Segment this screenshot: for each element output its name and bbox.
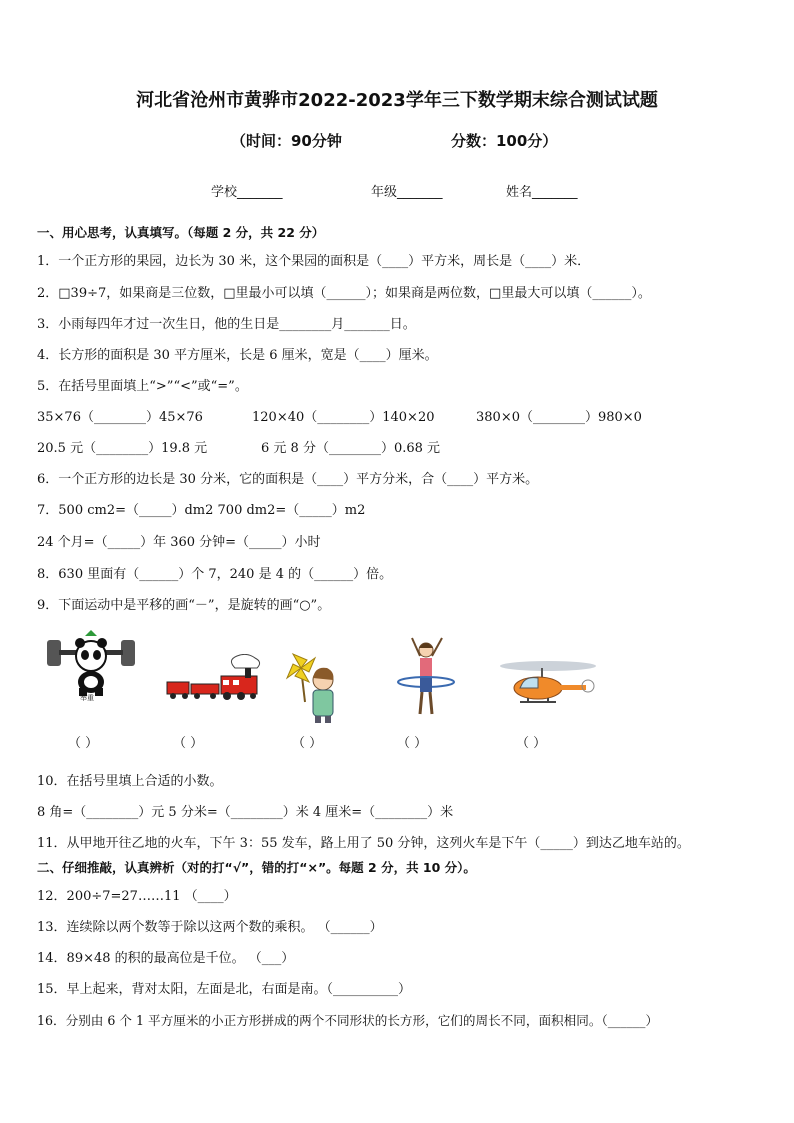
question-9: 9．下面运动中是平移的画“－”，是旋转的画“○”。 [37, 598, 331, 613]
answer-blank[interactable]: （ ） [516, 736, 547, 751]
question-8: 8．630 里面有（______）个 7，240 是 4 的（______）倍。 [37, 567, 393, 582]
question-12: 12．200÷7=27……11 （____） [37, 889, 237, 904]
weightlifting-caption: 举重 [80, 694, 94, 702]
answer-blank[interactable]: （ ） [173, 736, 204, 751]
question-10: 10．在括号里填上合适的小数。 [37, 774, 223, 789]
pinwheel-boy-image [285, 646, 341, 728]
question-4: 4．长方形的面积是 30 平方厘米，长是 6 厘米，宽是（____）厘米。 [37, 348, 438, 363]
question-14: 14．89×48 的积的最高位是千位。 （___） [37, 951, 295, 966]
question-7-line-1: 7．500 cm2=（_____）dm2 700 dm2=（_____）m2 [37, 503, 366, 518]
exam-score: 分数：100分） [451, 132, 558, 150]
question-6: 6．一个正方形的边长是 30 分米，它的面积是（____）平方分米，合（____）平方米。 [37, 472, 539, 487]
answer-blank[interactable]: （ ） [397, 736, 428, 751]
hula-hoop-girl-image [392, 634, 462, 724]
answer-blank[interactable]: （ ） [292, 736, 323, 751]
compare-item: 120×40（________）140×20 [252, 410, 435, 425]
helicopter-image [498, 658, 598, 714]
question-3: 3．小雨每四年才过一次生日，他的生日是________月_______日。 [37, 317, 416, 332]
compare-item: 35×76（________）45×76 [37, 410, 203, 425]
question-10-items: 8 角=（________）元 5 分米=（________）米 4 厘米=（________）米 [37, 805, 454, 820]
question-1: 1．一个正方形的果园，边长为 30 米，这个果园的面积是（____）平方米，周长是（____）米． [37, 254, 591, 269]
page-title: 河北省沧州市黄骅市2022-2023学年三下数学期末综合测试试题 [136, 90, 658, 111]
exam-time: （时间：90分钟 [231, 132, 342, 150]
compare-item: 380×0（________）980×0 [476, 410, 642, 425]
answer-blank[interactable]: （ ） [68, 736, 99, 751]
question-5: 5．在括号里面填上“>”“<”或“=”。 [37, 379, 248, 394]
train-image [165, 654, 265, 706]
question-7-line-2: 24 个月=（_____）年 360 分钟=（_____）小时 [37, 535, 321, 550]
section-2-heading: 二、仔细推敲，认真辨析（对的打“√”，错的打“×”。每题 2 分，共 10 分）。 [37, 860, 476, 875]
question-2: 2．□39÷7，如果商是三位数，□里最小可以填（______）；如果商是两位数，□里最大可以填（______）。 [37, 286, 651, 301]
question-15: 15．早上起来，背对太阳，左面是北，右面是南。（__________） [37, 982, 412, 997]
question-13: 13．连续除以两个数等于除以这两个数的乘积。 （______） [37, 920, 383, 935]
question-16: 16．分别由 6 个 1 平方厘米的小正方形拼成的两个不同形状的长方形，它们的周长不同，面积相同。（______） [37, 1013, 659, 1028]
compare-item: 6 元 8 分（________）0.68 元 [261, 441, 441, 456]
grade-field[interactable]: 年级_______ [371, 185, 443, 200]
school-field[interactable]: 学校_______ [211, 185, 283, 200]
name-field[interactable]: 姓名_______ [506, 185, 578, 200]
compare-item: 20.5 元（________）19.8 元 [37, 441, 208, 456]
question-11: 11．从甲地开往乙地的火车，下午 3：55 发车，路上用了 50 分钟，这列火车是下午（_____）到达乙地车站的。 [37, 836, 690, 851]
section-1-heading: 一、用心思考，认真填写。（每题 2 分，共 22 分） [37, 225, 325, 240]
